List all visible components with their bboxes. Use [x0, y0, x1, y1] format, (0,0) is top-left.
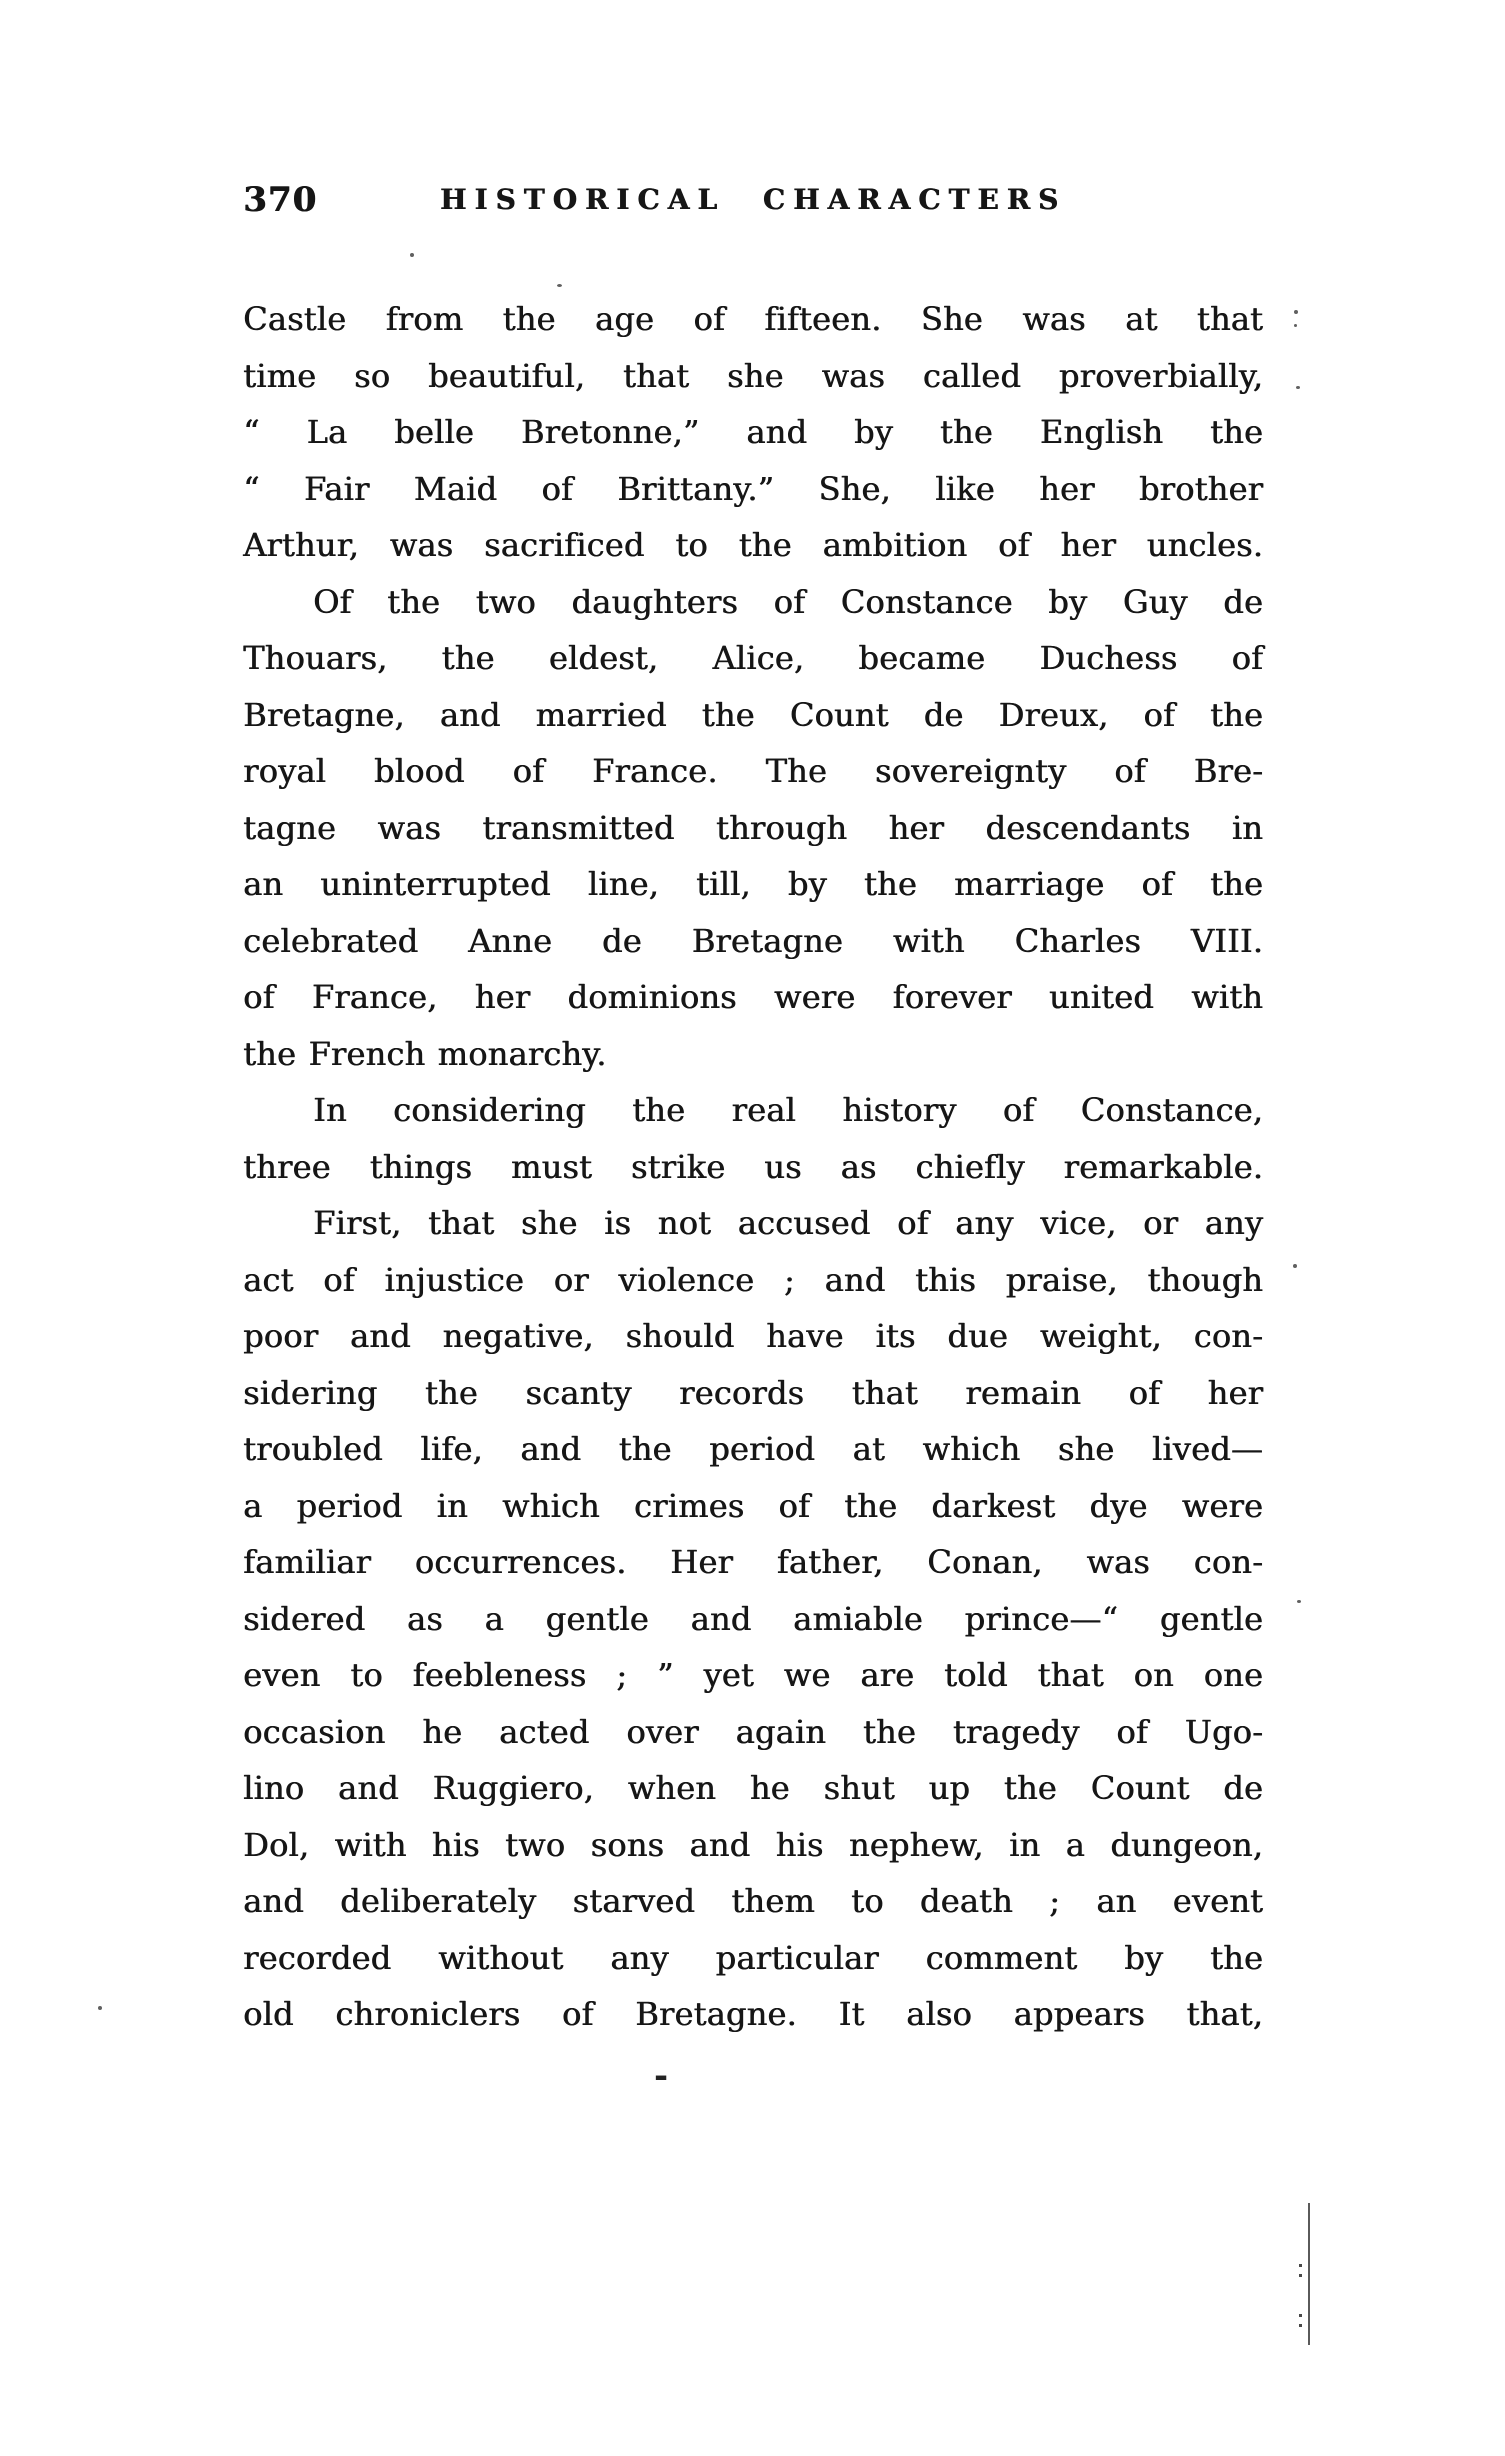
body-line: celebrated Anne de Bretagne with Charles VIII. — [243, 921, 1263, 960]
scan-artifact-dot — [1299, 2314, 1302, 2317]
body-line: familiar occurrences. Her father, Conan, was con- — [243, 1543, 1263, 1581]
body-line: Bretagne, and married the Count de Dreux, of the — [243, 695, 1263, 734]
body-line: sidering the scanty records that remain of her — [243, 1373, 1263, 1412]
body-line: lino and Ruggiero, when he shut up the Count de — [243, 1769, 1263, 1807]
body-line: In considering the real history of Constance, — [313, 1091, 1263, 1129]
body-line: royal blood of France. The sovereignty of Bre- — [243, 752, 1263, 790]
body-line: act of injustice or violence ; and this praise, though — [243, 1260, 1263, 1299]
body-line: and deliberately starved them to death ; an event — [243, 1882, 1263, 1920]
scan-speck — [98, 2006, 102, 2010]
running-title: HISTORICAL CHARACTERS — [439, 183, 1067, 216]
body-line: an uninterrupted line, till, by the marriage of the — [243, 865, 1263, 903]
body-line: Dol, with his two sons and his nephew, in a dungeon, — [243, 1825, 1263, 1864]
scan-artifact-dot — [1299, 2274, 1302, 2277]
body-line: sidered as a gentle and amiable prince—“ gentle — [243, 1599, 1263, 1638]
trailing-dash-mark: - — [654, 2056, 669, 2096]
body-line: Castle from the age of fifteen. She was at that — [243, 300, 1263, 338]
scan-artifact-dot — [1299, 2264, 1302, 2267]
scan-speck — [1296, 386, 1300, 389]
scan-speck — [1294, 310, 1298, 314]
body-line: Thouars, the eldest, Alice, became Duchess of — [243, 639, 1263, 677]
scan-speck — [1294, 324, 1297, 327]
body-line: Arthur, was sacrificed to the ambition of her uncles. — [243, 526, 1263, 564]
scan-speck — [557, 284, 562, 287]
body-line: poor and negative, should have its due weight, con- — [243, 1317, 1263, 1355]
body-line: a period in which crimes of the darkest dye were — [243, 1486, 1263, 1525]
scan-speck — [1293, 1264, 1297, 1268]
body-line: the French monarchy. — [243, 1034, 607, 1073]
body-line: even to feebleness ; ” yet we are told that on one — [243, 1656, 1263, 1694]
body-line: “ Fair Maid of Brittany.” She, like her brother — [243, 469, 1263, 508]
scan-speck — [410, 253, 414, 257]
scan-artifact-dot — [1299, 2324, 1302, 2327]
scan-speck — [1297, 1600, 1301, 1603]
scan-artifact-vertical-line — [1308, 2203, 1310, 2345]
body-line: First, that she is not accused of any vice, or any — [313, 1204, 1263, 1242]
body-line: three things must strike us as chiefly remarkable. — [243, 1147, 1263, 1186]
body-line: tagne was transmitted through her descendants in — [243, 808, 1263, 847]
body-line: “ La belle Bretonne,” and by the English the — [243, 413, 1263, 451]
body-line: recorded without any particular comment by the — [243, 1938, 1263, 1977]
body-line: old chroniclers of Bretagne. It also appears that, — [243, 1995, 1263, 2033]
page-number: 370 — [243, 180, 317, 220]
body-line: of France, her dominions were forever united with — [243, 978, 1263, 1016]
body-line: troubled life, and the period at which she lived— — [243, 1430, 1263, 1468]
body-line: occasion he acted over again the tragedy of Ugo- — [243, 1712, 1263, 1751]
body-text — [243, 291, 1263, 2043]
body-line: time so beautiful, that she was called proverbially, — [243, 356, 1263, 395]
page-header — [243, 180, 1263, 220]
body-line: Of the two daughters of Constance by Guy de — [313, 582, 1263, 621]
